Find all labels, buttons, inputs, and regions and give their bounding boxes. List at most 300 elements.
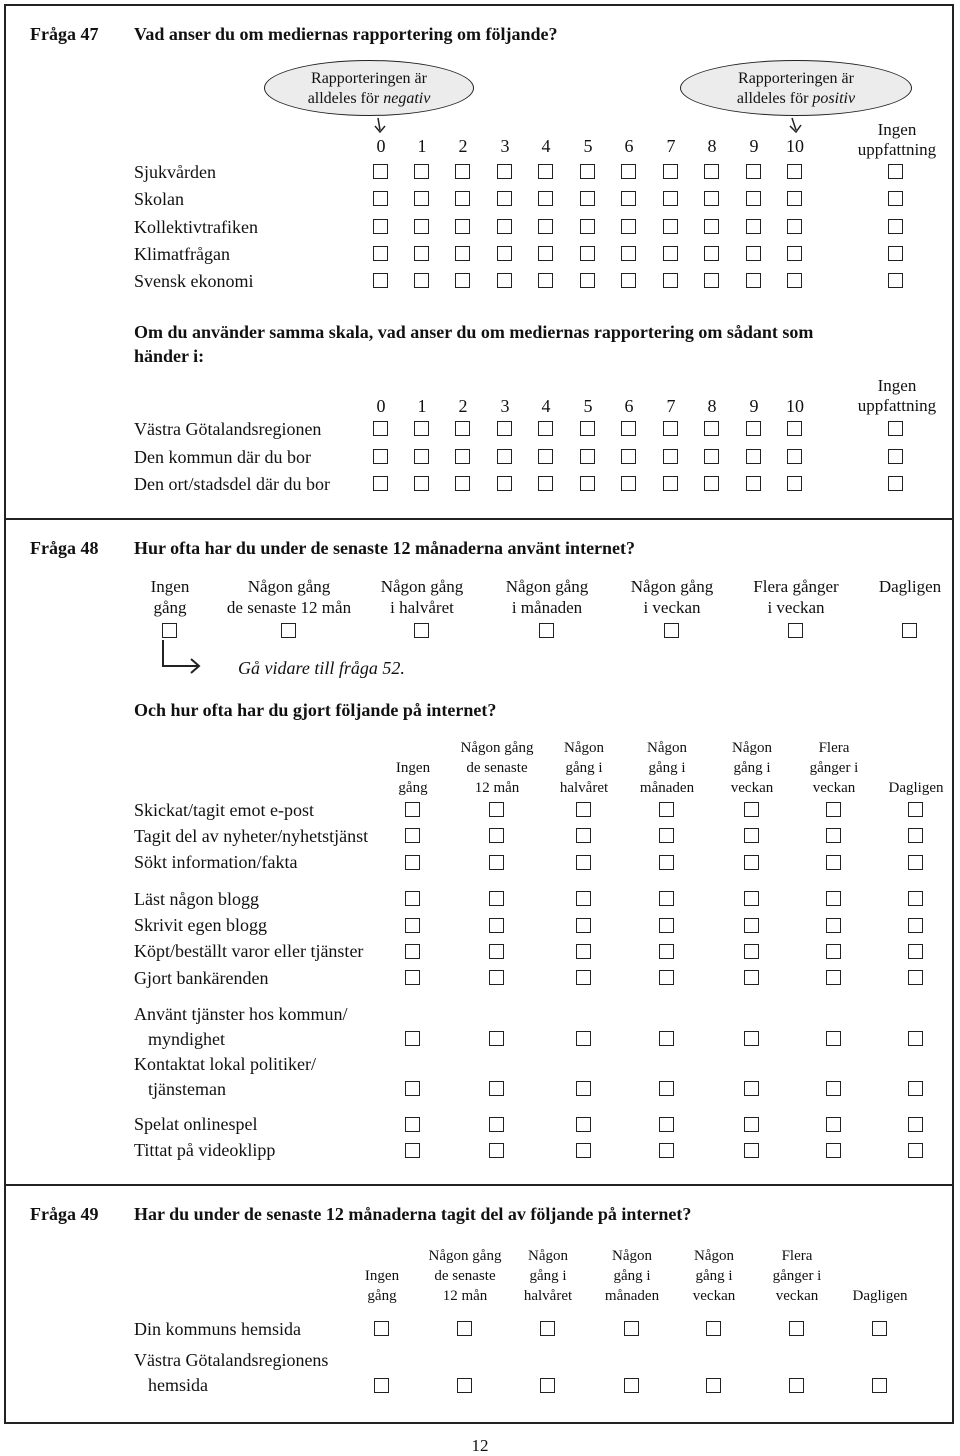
rating-checkbox[interactable] bbox=[497, 191, 512, 206]
no-opinion-line1: Ingen bbox=[877, 120, 917, 139]
frequency-checkbox[interactable] bbox=[908, 891, 923, 906]
frequency-checkbox[interactable] bbox=[826, 1117, 841, 1132]
frequency-checkbox[interactable] bbox=[744, 970, 759, 985]
frequency-checkbox[interactable] bbox=[489, 855, 504, 870]
rating-checkbox[interactable] bbox=[746, 476, 761, 491]
rating-checkbox[interactable] bbox=[663, 449, 678, 464]
activity-label-line1: Spelat onlinespel bbox=[134, 1114, 258, 1134]
rating-checkbox[interactable] bbox=[663, 421, 678, 436]
skip-arrow-icon bbox=[155, 640, 205, 676]
frequency-checkbox[interactable] bbox=[826, 1031, 841, 1046]
frequency-checkbox[interactable] bbox=[659, 970, 674, 985]
frequency-header-line2: gång i bbox=[529, 1268, 567, 1284]
rating-checkbox[interactable] bbox=[787, 219, 802, 234]
activity-label-line1: Använt tjänster hos kommun/ bbox=[134, 1004, 348, 1024]
rating-checkbox[interactable] bbox=[414, 449, 429, 464]
rating-checkbox[interactable] bbox=[621, 164, 636, 179]
frequency-checkbox[interactable] bbox=[414, 623, 429, 638]
frequency-checkbox[interactable] bbox=[908, 1143, 923, 1158]
activity-label-line1: Tagit del av nyheter/nyhetstjänst bbox=[134, 826, 369, 846]
frequency-checkbox[interactable] bbox=[405, 855, 420, 870]
frequency-header-line3: gång bbox=[367, 1288, 397, 1304]
sub-question-line2: händer i: bbox=[134, 346, 205, 366]
frequency-header-line3: halvåret bbox=[523, 1288, 573, 1304]
rating-checkbox[interactable] bbox=[455, 476, 470, 491]
frequency-checkbox[interactable] bbox=[908, 828, 923, 843]
frequency-header-line2 bbox=[830, 1266, 930, 1286]
frequency-checkbox[interactable] bbox=[659, 802, 674, 817]
frequency-checkbox[interactable] bbox=[826, 918, 841, 933]
frequency-header-line2: gång i bbox=[648, 760, 686, 776]
rating-checkbox[interactable] bbox=[663, 164, 678, 179]
anchor-negative-label bbox=[264, 60, 474, 116]
activity-label-line1: Tittat på videoklipp bbox=[134, 1140, 276, 1160]
rating-checkbox[interactable] bbox=[787, 191, 802, 206]
frequency-checkbox[interactable] bbox=[489, 944, 504, 959]
scale-value: 10 bbox=[786, 396, 804, 416]
frequency-checkbox[interactable] bbox=[281, 623, 296, 638]
rating-checkbox[interactable] bbox=[621, 476, 636, 491]
frequency-checkbox[interactable] bbox=[457, 1321, 472, 1336]
rating-checkbox[interactable] bbox=[663, 476, 678, 491]
frequency-checkbox[interactable] bbox=[576, 855, 591, 870]
frequency-header-line2 bbox=[866, 758, 960, 778]
rating-checkbox[interactable] bbox=[663, 273, 678, 288]
rating-checkbox[interactable] bbox=[373, 164, 388, 179]
rating-checkbox[interactable] bbox=[414, 246, 429, 261]
row-label: Den ort/stadsdel där du bor bbox=[134, 474, 330, 494]
frequency-checkbox[interactable] bbox=[659, 855, 674, 870]
question-47-text: Vad anser du om mediernas rapportering om följande? bbox=[134, 24, 558, 44]
rating-checkbox[interactable] bbox=[704, 273, 719, 288]
frequency-header-line1: Någon bbox=[528, 1248, 568, 1264]
rating-checkbox[interactable] bbox=[580, 449, 595, 464]
frequency-checkbox[interactable] bbox=[908, 1031, 923, 1046]
rating-checkbox[interactable] bbox=[746, 164, 761, 179]
rating-checkbox[interactable] bbox=[580, 246, 595, 261]
frequency-checkbox[interactable] bbox=[374, 1378, 389, 1393]
no-opinion-checkbox[interactable] bbox=[888, 164, 903, 179]
frequency-header-line2: gång i bbox=[695, 1268, 733, 1284]
rating-checkbox[interactable] bbox=[787, 449, 802, 464]
rating-checkbox[interactable] bbox=[621, 191, 636, 206]
rating-checkbox[interactable] bbox=[414, 164, 429, 179]
option-label-line1: Någon gång bbox=[505, 577, 589, 596]
activity-label-line1: Köpt/beställt varor eller tjänster bbox=[134, 941, 364, 961]
frequency-checkbox[interactable] bbox=[908, 802, 923, 817]
frequency-checkbox[interactable] bbox=[826, 891, 841, 906]
rating-checkbox[interactable] bbox=[455, 191, 470, 206]
activity-label-line1: Västra Götalandsregionens bbox=[134, 1350, 329, 1370]
rating-checkbox[interactable] bbox=[787, 273, 802, 288]
scale-value: 3 bbox=[500, 136, 510, 156]
no-opinion-checkbox[interactable] bbox=[888, 476, 903, 491]
frequency-checkbox[interactable] bbox=[826, 970, 841, 985]
frequency-checkbox[interactable] bbox=[908, 918, 923, 933]
rating-checkbox[interactable] bbox=[663, 191, 678, 206]
frequency-header-line2: Ingen bbox=[364, 1268, 400, 1284]
frequency-checkbox[interactable] bbox=[659, 891, 674, 906]
activity-label-line1: Skrivit egen blogg bbox=[134, 915, 267, 935]
anchor-negative-line2: alldeles för negativ bbox=[307, 90, 431, 107]
frequency-checkbox[interactable] bbox=[706, 1321, 721, 1336]
frequency-checkbox[interactable] bbox=[457, 1378, 472, 1393]
rating-checkbox[interactable] bbox=[538, 421, 553, 436]
rating-checkbox[interactable] bbox=[497, 219, 512, 234]
frequency-checkbox[interactable] bbox=[489, 828, 504, 843]
rating-checkbox[interactable] bbox=[787, 164, 802, 179]
no-opinion-checkbox[interactable] bbox=[888, 246, 903, 261]
frequency-checkbox[interactable] bbox=[576, 1031, 591, 1046]
scale-value: 5 bbox=[583, 396, 593, 416]
frequency-checkbox[interactable] bbox=[908, 1081, 923, 1096]
scale-value: 2 bbox=[458, 136, 468, 156]
frequency-checkbox[interactable] bbox=[659, 1143, 674, 1158]
frequency-checkbox[interactable] bbox=[576, 802, 591, 817]
rating-checkbox[interactable] bbox=[455, 246, 470, 261]
rating-checkbox[interactable] bbox=[787, 421, 802, 436]
frequency-header-line2: Ingen bbox=[395, 760, 431, 776]
rating-checkbox[interactable] bbox=[373, 246, 388, 261]
rating-checkbox[interactable] bbox=[621, 219, 636, 234]
frequency-header-line2: gång i bbox=[613, 1268, 651, 1284]
frequency-header-line1: Någon bbox=[647, 740, 687, 756]
rating-checkbox[interactable] bbox=[704, 191, 719, 206]
frequency-checkbox[interactable] bbox=[576, 1117, 591, 1132]
frequency-checkbox[interactable] bbox=[744, 802, 759, 817]
rating-checkbox[interactable] bbox=[455, 273, 470, 288]
frequency-header-line2: gång i bbox=[733, 760, 771, 776]
frequency-header-line1: Någon gång bbox=[460, 740, 534, 756]
rating-checkbox[interactable] bbox=[746, 273, 761, 288]
frequency-checkbox[interactable] bbox=[576, 1143, 591, 1158]
option-label-line2: Dagligen bbox=[878, 577, 942, 596]
frequency-checkbox[interactable] bbox=[405, 1081, 420, 1096]
question-49-text: Har du under de senaste 12 månaderna tagit del av följande på internet? bbox=[134, 1204, 692, 1224]
no-opinion-checkbox[interactable] bbox=[888, 421, 903, 436]
frequency-checkbox[interactable] bbox=[744, 1081, 759, 1096]
rating-checkbox[interactable] bbox=[538, 476, 553, 491]
no-opinion-header bbox=[852, 376, 942, 416]
rating-checkbox[interactable] bbox=[538, 449, 553, 464]
frequency-checkbox[interactable] bbox=[489, 1031, 504, 1046]
frequency-checkbox[interactable] bbox=[872, 1321, 887, 1336]
rating-checkbox[interactable] bbox=[497, 273, 512, 288]
frequency-checkbox[interactable] bbox=[789, 1321, 804, 1336]
rating-checkbox[interactable] bbox=[373, 476, 388, 491]
rating-checkbox[interactable] bbox=[497, 246, 512, 261]
rating-checkbox[interactable] bbox=[497, 164, 512, 179]
row-label: Den kommun där du bor bbox=[134, 446, 311, 467]
rating-checkbox[interactable] bbox=[746, 449, 761, 464]
option-label-line1: Någon gång bbox=[380, 577, 464, 596]
rating-checkbox[interactable] bbox=[580, 273, 595, 288]
rating-checkbox[interactable] bbox=[538, 273, 553, 288]
frequency-checkbox[interactable] bbox=[744, 1143, 759, 1158]
frequency-checkbox[interactable] bbox=[405, 891, 420, 906]
frequency-checkbox[interactable] bbox=[872, 1378, 887, 1393]
frequency-checkbox[interactable] bbox=[576, 1081, 591, 1096]
frequency-checkbox[interactable] bbox=[744, 918, 759, 933]
frequency-header-line2: gång i bbox=[565, 760, 603, 776]
row-label: Västra Götalandsregionen bbox=[134, 419, 322, 439]
frequency-header-line1: Någon gång bbox=[428, 1248, 502, 1264]
frequency-checkbox[interactable] bbox=[405, 918, 420, 933]
scale-value: 2 bbox=[458, 396, 468, 416]
rating-checkbox[interactable] bbox=[580, 219, 595, 234]
rating-checkbox[interactable] bbox=[373, 191, 388, 206]
rating-checkbox[interactable] bbox=[414, 273, 429, 288]
rating-checkbox[interactable] bbox=[497, 421, 512, 436]
frequency-header-line1 bbox=[866, 738, 960, 758]
frequency-checkbox[interactable] bbox=[659, 1117, 674, 1132]
rating-checkbox[interactable] bbox=[704, 476, 719, 491]
question-number-48: Fråga 48 bbox=[30, 538, 99, 558]
activity-label-line2: hemsida bbox=[148, 1375, 208, 1395]
frequency-header-line3: månaden bbox=[604, 1288, 660, 1304]
frequency-checkbox[interactable] bbox=[162, 623, 177, 638]
frequency-checkbox[interactable] bbox=[826, 944, 841, 959]
frequency-header-line2: gånger i bbox=[772, 1268, 822, 1284]
rating-checkbox[interactable] bbox=[538, 164, 553, 179]
rating-checkbox[interactable] bbox=[373, 219, 388, 234]
rating-checkbox[interactable] bbox=[704, 164, 719, 179]
scale-value: 7 bbox=[666, 396, 676, 416]
rating-checkbox[interactable] bbox=[538, 191, 553, 206]
rating-checkbox[interactable] bbox=[704, 219, 719, 234]
frequency-checkbox[interactable] bbox=[826, 855, 841, 870]
rating-checkbox[interactable] bbox=[621, 246, 636, 261]
frequency-checkbox[interactable] bbox=[405, 970, 420, 985]
frequency-checkbox[interactable] bbox=[908, 970, 923, 985]
frequency-header-line3: Dagligen bbox=[852, 1288, 908, 1304]
frequency-checkbox[interactable] bbox=[405, 1143, 420, 1158]
frequency-checkbox[interactable] bbox=[908, 944, 923, 959]
frequency-header bbox=[866, 738, 960, 798]
frequency-checkbox[interactable] bbox=[744, 891, 759, 906]
frequency-checkbox[interactable] bbox=[489, 970, 504, 985]
frequency-checkbox[interactable] bbox=[659, 1081, 674, 1096]
no-opinion-line2: uppfattning bbox=[857, 140, 937, 159]
scale-value: 8 bbox=[707, 136, 717, 156]
frequency-header-line3: månaden bbox=[639, 780, 695, 796]
question-number-47: Fråga 47 bbox=[30, 24, 99, 44]
frequency-checkbox[interactable] bbox=[659, 1031, 674, 1046]
no-opinion-checkbox[interactable] bbox=[888, 219, 903, 234]
frequency-header-line1: Någon bbox=[612, 1248, 652, 1264]
frequency-header-line3: veckan bbox=[730, 780, 774, 796]
rating-checkbox[interactable] bbox=[497, 476, 512, 491]
rating-checkbox[interactable] bbox=[580, 476, 595, 491]
frequency-checkbox[interactable] bbox=[908, 855, 923, 870]
activity-label-line1: Läst någon blogg bbox=[134, 889, 259, 909]
frequency-checkbox[interactable] bbox=[826, 802, 841, 817]
frequency-checkbox[interactable] bbox=[576, 918, 591, 933]
frequency-header-line3: veckan bbox=[775, 1288, 819, 1304]
no-opinion-checkbox[interactable] bbox=[888, 449, 903, 464]
activity-label-line1: Sökt information/fakta bbox=[134, 852, 298, 872]
scale-value: 1 bbox=[417, 136, 427, 156]
frequency-checkbox[interactable] bbox=[744, 855, 759, 870]
frequency-checkbox[interactable] bbox=[789, 1378, 804, 1393]
rating-checkbox[interactable] bbox=[663, 219, 678, 234]
frequency-header-line1: Någon bbox=[694, 1248, 734, 1264]
frequency-checkbox[interactable] bbox=[539, 623, 554, 638]
rating-checkbox[interactable] bbox=[663, 246, 678, 261]
frequency-checkbox[interactable] bbox=[788, 623, 803, 638]
frequency-checkbox[interactable] bbox=[659, 944, 674, 959]
section-divider bbox=[4, 518, 954, 520]
rating-checkbox[interactable] bbox=[455, 421, 470, 436]
page-number: 12 bbox=[471, 1436, 489, 1455]
frequency-checkbox[interactable] bbox=[908, 1117, 923, 1132]
frequency-checkbox[interactable] bbox=[826, 1081, 841, 1096]
option-label-line2: i månaden bbox=[511, 598, 583, 617]
rating-checkbox[interactable] bbox=[373, 421, 388, 436]
rating-checkbox[interactable] bbox=[455, 219, 470, 234]
frequency-checkbox[interactable] bbox=[405, 1117, 420, 1132]
rating-checkbox[interactable] bbox=[414, 219, 429, 234]
activity-label-line2: tjänsteman bbox=[148, 1079, 226, 1099]
frequency-checkbox[interactable] bbox=[405, 828, 420, 843]
anchor-positive-label bbox=[680, 60, 912, 116]
frequency-checkbox[interactable] bbox=[489, 1081, 504, 1096]
frequency-checkbox[interactable] bbox=[744, 944, 759, 959]
rating-checkbox[interactable] bbox=[455, 164, 470, 179]
rating-checkbox[interactable] bbox=[621, 273, 636, 288]
option-label-line2: i veckan bbox=[767, 598, 825, 617]
frequency-checkbox[interactable] bbox=[659, 828, 674, 843]
rating-checkbox[interactable] bbox=[746, 219, 761, 234]
frequency-checkbox[interactable] bbox=[576, 944, 591, 959]
frequency-header-line1: Någon bbox=[732, 740, 772, 756]
option-label-line2: i halvåret bbox=[390, 598, 454, 617]
frequency-checkbox[interactable] bbox=[374, 1321, 389, 1336]
frequency-header-line3: veckan bbox=[692, 1288, 736, 1304]
option-label-line2: gång bbox=[153, 598, 187, 617]
scale-value: 4 bbox=[541, 136, 551, 156]
rating-checkbox[interactable] bbox=[580, 164, 595, 179]
rating-checkbox[interactable] bbox=[580, 421, 595, 436]
frequency-checkbox[interactable] bbox=[744, 1031, 759, 1046]
rating-checkbox[interactable] bbox=[373, 273, 388, 288]
rating-checkbox[interactable] bbox=[414, 191, 429, 206]
frequency-checkbox[interactable] bbox=[826, 1143, 841, 1158]
frequency-checkbox[interactable] bbox=[540, 1321, 555, 1336]
sub-question-line1: Om du använder samma skala, vad anser du om mediernas rapportering om sådant som bbox=[134, 322, 814, 342]
activity-label-line1: Din kommuns hemsida bbox=[134, 1319, 301, 1339]
scale-value: 10 bbox=[786, 136, 804, 156]
frequency-checkbox[interactable] bbox=[489, 918, 504, 933]
scale-value: 0 bbox=[376, 396, 386, 416]
rating-checkbox[interactable] bbox=[414, 421, 429, 436]
rating-checkbox[interactable] bbox=[414, 476, 429, 491]
section-divider bbox=[4, 1184, 954, 1186]
frequency-header bbox=[830, 1246, 930, 1306]
rating-checkbox[interactable] bbox=[580, 191, 595, 206]
frequency-checkbox[interactable] bbox=[540, 1378, 555, 1393]
anchor-positive-line2: alldeles för positiv bbox=[736, 90, 856, 107]
frequency-header-line3: gång bbox=[398, 780, 428, 796]
frequency-header-line3: halvåret bbox=[559, 780, 609, 796]
frequency-header-line3: veckan bbox=[812, 780, 856, 796]
frequency-checkbox[interactable] bbox=[489, 1117, 504, 1132]
frequency-checkbox[interactable] bbox=[664, 623, 679, 638]
frequency-header-line1 bbox=[830, 1246, 930, 1266]
rating-checkbox[interactable] bbox=[704, 421, 719, 436]
rating-checkbox[interactable] bbox=[621, 449, 636, 464]
frequency-header-line1: Någon bbox=[564, 740, 604, 756]
rating-checkbox[interactable] bbox=[746, 246, 761, 261]
frequency-checkbox[interactable] bbox=[624, 1321, 639, 1336]
rating-checkbox[interactable] bbox=[538, 219, 553, 234]
no-opinion-checkbox[interactable] bbox=[888, 191, 903, 206]
frequency-checkbox[interactable] bbox=[489, 1143, 504, 1158]
scale-value: 5 bbox=[583, 136, 593, 156]
row-label: Sjukvården bbox=[134, 162, 216, 182]
frequency-checkbox[interactable] bbox=[576, 828, 591, 843]
rating-checkbox[interactable] bbox=[787, 476, 802, 491]
rating-checkbox[interactable] bbox=[497, 449, 512, 464]
anchor-negative-line1: Rapporteringen är bbox=[311, 70, 427, 87]
rating-checkbox[interactable] bbox=[746, 191, 761, 206]
frequency-checkbox[interactable] bbox=[405, 944, 420, 959]
anchor-positive-line1: Rapporteringen är bbox=[738, 70, 854, 87]
rating-checkbox[interactable] bbox=[746, 421, 761, 436]
skip-instruction: Gå vidare till fråga 52. bbox=[238, 658, 405, 678]
rating-checkbox[interactable] bbox=[373, 449, 388, 464]
question-48-text: Hur ofta har du under de senaste 12 månaderna använt internet? bbox=[134, 538, 636, 558]
frequency-checkbox[interactable] bbox=[489, 891, 504, 906]
scale-value: 3 bbox=[500, 396, 510, 416]
question-number-49: Fråga 49 bbox=[30, 1204, 99, 1224]
frequency-checkbox[interactable] bbox=[405, 802, 420, 817]
scale-value: 9 bbox=[749, 136, 759, 156]
rating-checkbox[interactable] bbox=[787, 246, 802, 261]
no-opinion-line1: Ingen bbox=[877, 376, 917, 395]
rating-checkbox[interactable] bbox=[455, 449, 470, 464]
no-opinion-header bbox=[852, 120, 942, 160]
rating-checkbox[interactable] bbox=[621, 421, 636, 436]
frequency-header-line2: gånger i bbox=[809, 760, 859, 776]
frequency-checkbox[interactable] bbox=[659, 918, 674, 933]
scale-value: 6 bbox=[624, 136, 634, 156]
row-label: Svensk ekonomi bbox=[134, 271, 254, 292]
frequency-header-line2: de senaste bbox=[466, 760, 528, 776]
frequency-checkbox[interactable] bbox=[744, 828, 759, 843]
frequency-checkbox[interactable] bbox=[576, 891, 591, 906]
frequency-header-line1: Flera bbox=[818, 740, 850, 756]
rating-checkbox[interactable] bbox=[538, 246, 553, 261]
frequency-checkbox[interactable] bbox=[826, 828, 841, 843]
frequency-checkbox[interactable] bbox=[902, 623, 917, 638]
activity-label-line1: Kontaktat lokal politiker/ bbox=[134, 1054, 316, 1074]
frequency-header-line3: 12 mån bbox=[474, 780, 520, 796]
frequency-checkbox[interactable] bbox=[576, 970, 591, 985]
frequency-checkbox[interactable] bbox=[405, 1031, 420, 1046]
frequency-checkbox[interactable] bbox=[744, 1117, 759, 1132]
frequency-checkbox[interactable] bbox=[624, 1378, 639, 1393]
row-label: Kollektivtrafiken bbox=[134, 216, 258, 237]
rating-checkbox[interactable] bbox=[704, 449, 719, 464]
frequency-checkbox[interactable] bbox=[489, 802, 504, 817]
frequency-checkbox[interactable] bbox=[706, 1378, 721, 1393]
option-label-line1: Ingen bbox=[150, 577, 190, 596]
option-label-line2: i veckan bbox=[643, 598, 701, 617]
row-label: Klimatfrågan bbox=[134, 243, 230, 264]
rating-checkbox[interactable] bbox=[704, 246, 719, 261]
no-opinion-checkbox[interactable] bbox=[888, 273, 903, 288]
